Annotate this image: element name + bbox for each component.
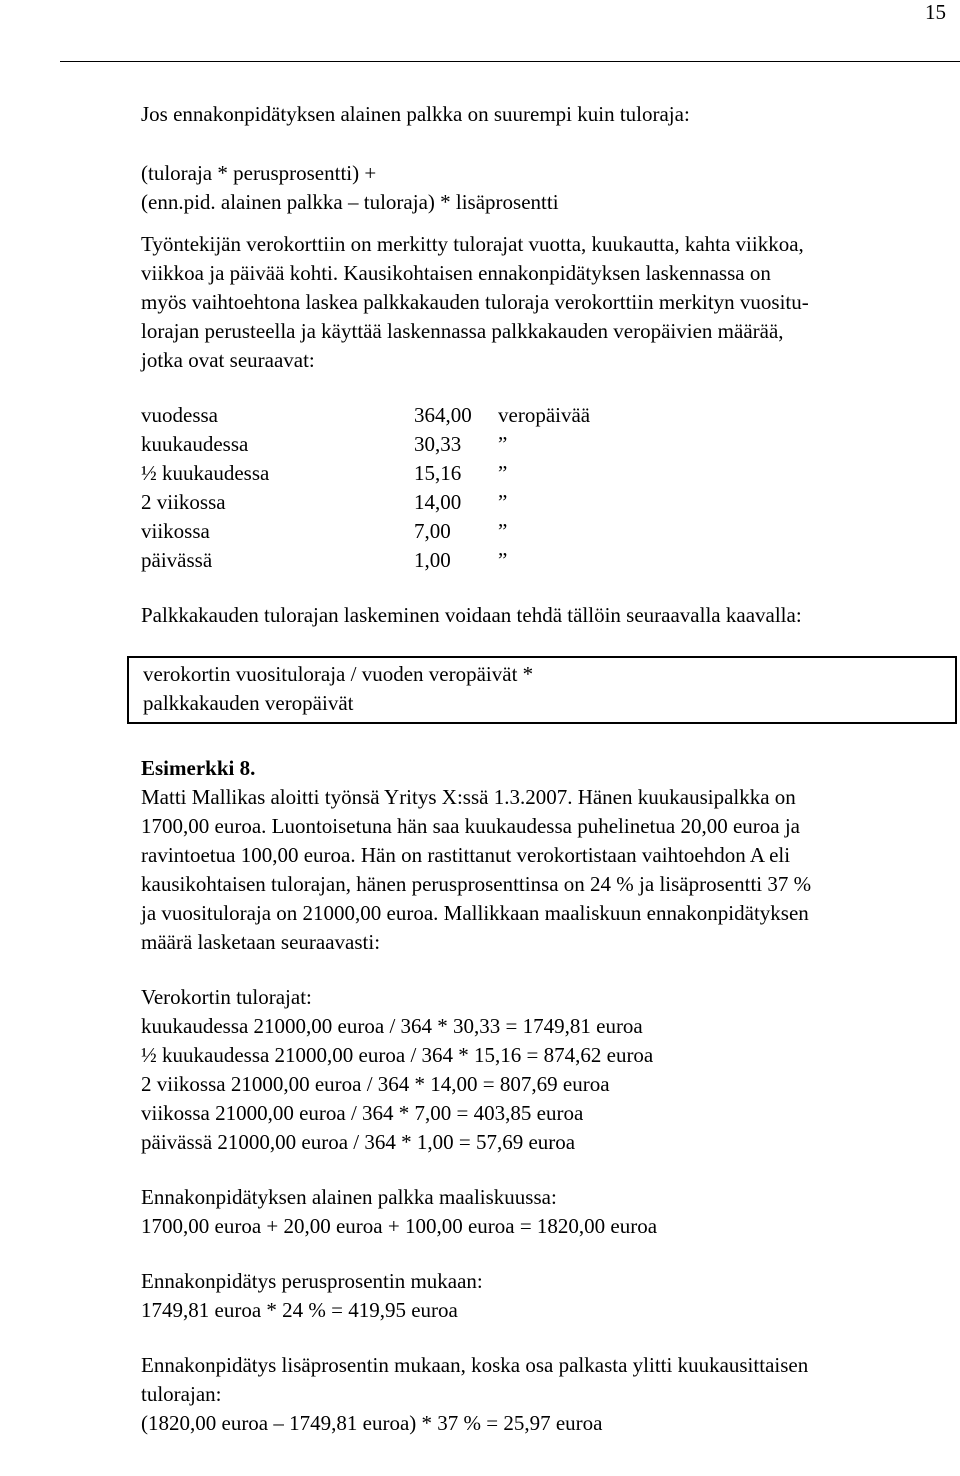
formula-1-line: (tuloraja * perusprosentti) +	[141, 161, 377, 185]
days-cell: 15,16	[414, 461, 462, 485]
example-line: Matti Mallikas aloitti työnsä Yritys X:ssä 1.3.2007. Hänen kuukausipalkka on	[141, 785, 796, 809]
days-cell: 7,00	[414, 519, 451, 543]
example-line: ja vuosituloraja on 21000,00 euroa. Mallikkaan maaliskuun ennakonpidätyksen	[141, 901, 809, 925]
calculation-line: 2 viikossa 21000,00 euroa / 364 * 14,00 = 807,69 euroa	[141, 1072, 610, 1096]
paragraph-line: jotka ovat seuraavat:	[141, 348, 315, 372]
calculation-line: päivässä 21000,00 euroa / 364 * 1,00 = 57,69 euroa	[141, 1130, 576, 1154]
period-cell: 2 viikossa	[141, 490, 226, 514]
example-line: ravintoetua 100,00 euroa. Hän on rastittanut verokortistaan vaihtoehdon A eli	[141, 843, 791, 867]
formula-2-line: palkkakauden veropäivät	[143, 691, 354, 715]
example-title: Esimerkki 8.	[141, 756, 256, 780]
formula-box	[127, 656, 957, 724]
period-cell: kuukaudessa	[141, 432, 249, 456]
paragraph-1	[141, 230, 951, 375]
palkka-calculation: 1700,00 euroa + 20,00 euroa + 100,00 euroa = 1820,00 euroa	[141, 1214, 658, 1238]
days-cell: 30,33	[414, 432, 462, 456]
example-line: kausikohtaisen tulorajan, hänen perusprosenttinsa on 24 % ja lisäprosentti 37 %	[141, 872, 812, 896]
lisa-calculation: (1820,00 euroa – 1749,81 euroa) * 37 % = 25,97 euroa	[141, 1411, 603, 1435]
unit-cell: ”	[498, 461, 508, 485]
table-row	[141, 546, 590, 575]
paragraph-line: Työntekijän verokorttiin on merkitty tulorajat vuotta, kuukautta, kahta viikkoa,	[141, 232, 804, 256]
unit-cell: veropäivää	[498, 403, 591, 427]
table-row	[141, 401, 590, 430]
paragraph-line: viikkoa ja päivää kohti. Kausikohtaisen ennakonpidätyksen laskennassa on	[141, 261, 771, 285]
page-number: 15	[925, 0, 946, 24]
paragraph-line: myös vaihtoehtona laskea palkkakauden tuloraja verokorttiin merkityn vuositu-	[141, 290, 809, 314]
tulorajat-heading: Verokortin tulorajat:	[141, 985, 312, 1009]
lisa-heading: tulorajan:	[141, 1382, 222, 1406]
palkka-heading: Ennakonpidätyksen alainen palkka maaliskuussa:	[141, 1185, 557, 1209]
document-body	[141, 100, 951, 1438]
formula-1-line: (enn.pid. alainen palkka – tuloraja) * lisäprosentti	[141, 190, 559, 214]
veropaivat-table	[141, 401, 590, 575]
calculation-line: viikossa 21000,00 euroa / 364 * 7,00 = 403,85 euroa	[141, 1101, 584, 1125]
calculation-line: ½ kuukaudessa 21000,00 euroa / 364 * 15,16 = 874,62 euroa	[141, 1043, 654, 1067]
unit-cell: ”	[498, 548, 508, 572]
table-row	[141, 430, 590, 459]
paragraph-line: lorajan perusteella ja käyttää laskennassa palkkakauden veropäivien määrää,	[141, 319, 784, 343]
formula-1	[141, 159, 951, 217]
example-line: määrä lasketaan seuraavasti:	[141, 930, 381, 954]
calculation-line: kuukaudessa 21000,00 euroa / 364 * 30,33 = 1749,81 euroa	[141, 1014, 643, 1038]
period-cell: ½ kuukaudessa	[141, 461, 270, 485]
paragraph-2: Palkkakauden tulorajan laskeminen voidaan tehdä tällöin seuraavalla kaavalla:	[141, 603, 802, 627]
unit-cell: ”	[498, 490, 508, 514]
intro-heading: Jos ennakonpidätyksen alainen palkka on suurempi kuin tuloraja:	[141, 102, 690, 126]
period-cell: vuodessa	[141, 403, 218, 427]
table-row	[141, 517, 590, 546]
formula-2-line: verokortin vuosituloraja / vuoden veropäivät *	[143, 662, 534, 686]
example-text	[141, 783, 951, 957]
unit-cell: ”	[498, 432, 508, 456]
days-cell: 14,00	[414, 490, 462, 514]
unit-cell: ”	[498, 519, 508, 543]
lisa-heading: Ennakonpidätys lisäprosentin mukaan, koska osa palkasta ylitti kuukausittaisen	[141, 1353, 809, 1377]
days-cell: 364,00	[414, 403, 472, 427]
example-line: 1700,00 euroa. Luontoisetuna hän saa kuukaudessa puhelinetua 20,00 euroa ja	[141, 814, 800, 838]
perus-calculation: 1749,81 euroa * 24 % = 419,95 euroa	[141, 1298, 458, 1322]
perus-heading: Ennakonpidätys perusprosentin mukaan:	[141, 1269, 483, 1293]
period-cell: viikossa	[141, 519, 210, 543]
period-cell: päivässä	[141, 548, 213, 572]
header-rule	[60, 61, 960, 62]
tulorajat-calculations	[141, 1012, 951, 1157]
days-cell: 1,00	[414, 548, 451, 572]
table-row	[141, 459, 590, 488]
table-row	[141, 488, 590, 517]
